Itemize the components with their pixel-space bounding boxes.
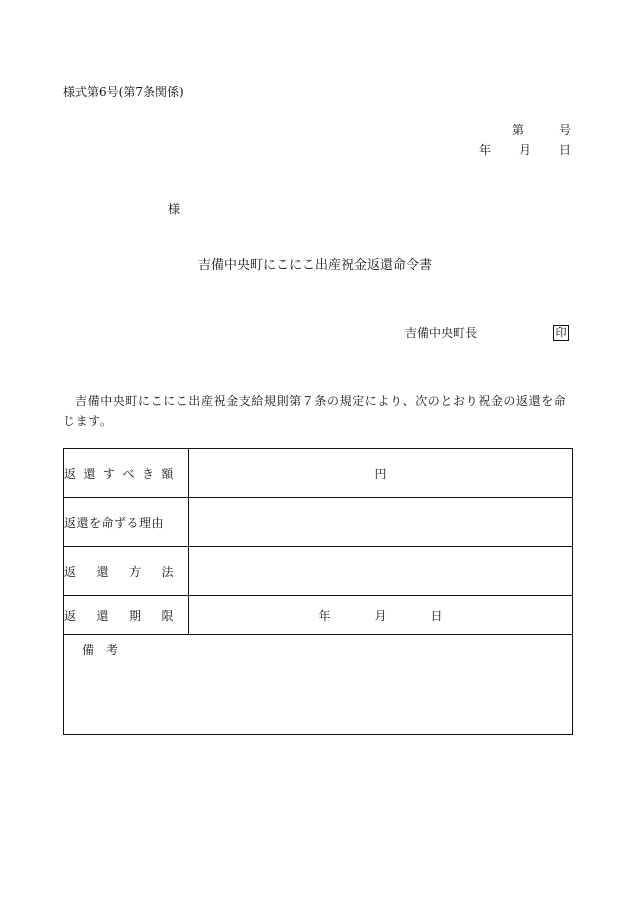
amount-label bbox=[64, 449, 189, 498]
deadline-month: 月 bbox=[374, 608, 387, 623]
deadline-label bbox=[64, 596, 189, 635]
body-paragraph: 吉備中央町にこにこ出産祝金支給規則第７条の規定により、次のとおり祝金の返還を命じます。 bbox=[63, 394, 567, 428]
issuer-name: 吉備中央町長 bbox=[405, 326, 478, 340]
return-order-table bbox=[63, 448, 573, 735]
amount-label-char: き bbox=[141, 466, 155, 481]
deadline-year: 年 bbox=[318, 608, 331, 623]
amount-label-char: 返 bbox=[64, 466, 77, 481]
method-label-char: 方 bbox=[128, 564, 142, 579]
issue-date-year: 年 bbox=[479, 143, 492, 157]
deadline-value-cell[interactable] bbox=[189, 596, 573, 635]
document-number-go: 号 bbox=[559, 123, 572, 137]
issue-date-day: 日 bbox=[559, 143, 572, 157]
deadline-label-char: 限 bbox=[161, 608, 174, 623]
addressee-suffix: 様 bbox=[168, 202, 181, 216]
method-label bbox=[64, 547, 189, 596]
deadline-label-char: 還 bbox=[96, 608, 109, 623]
deadline-label-char: 期 bbox=[128, 608, 142, 623]
amount-label-char: べ bbox=[122, 466, 135, 481]
issue-date-month: 月 bbox=[519, 143, 532, 157]
deadline-label-char: 返 bbox=[64, 608, 77, 623]
form-number-label: 様式第6号(第7条関係) bbox=[63, 85, 184, 99]
method-value-cell[interactable] bbox=[189, 547, 573, 596]
amount-unit: 円 bbox=[374, 466, 387, 481]
amount-label-char: す bbox=[102, 466, 116, 481]
row-remarks bbox=[64, 635, 573, 735]
document-title: 吉備中央町にこにこ出産祝金返還命令書 bbox=[197, 258, 432, 273]
remarks-label: 備 考 bbox=[82, 643, 119, 657]
document-number-dai: 第 bbox=[512, 123, 525, 137]
method-label-char: 法 bbox=[161, 564, 174, 579]
row-amount bbox=[64, 449, 573, 498]
row-reason bbox=[64, 498, 573, 547]
amount-value-cell[interactable] bbox=[189, 449, 573, 498]
seal-mark: 印 bbox=[553, 325, 569, 341]
row-deadline bbox=[64, 596, 573, 635]
row-method bbox=[64, 547, 573, 596]
amount-label-char: 還 bbox=[83, 466, 96, 481]
reason-value-cell[interactable] bbox=[189, 498, 573, 547]
method-label-char: 還 bbox=[96, 564, 109, 579]
reason-label: 返還を命ずる理由 bbox=[64, 498, 189, 547]
remarks-cell[interactable] bbox=[64, 635, 573, 735]
amount-label-char: 額 bbox=[161, 466, 174, 481]
deadline-day: 日 bbox=[430, 608, 443, 623]
method-label-char: 返 bbox=[64, 564, 77, 579]
